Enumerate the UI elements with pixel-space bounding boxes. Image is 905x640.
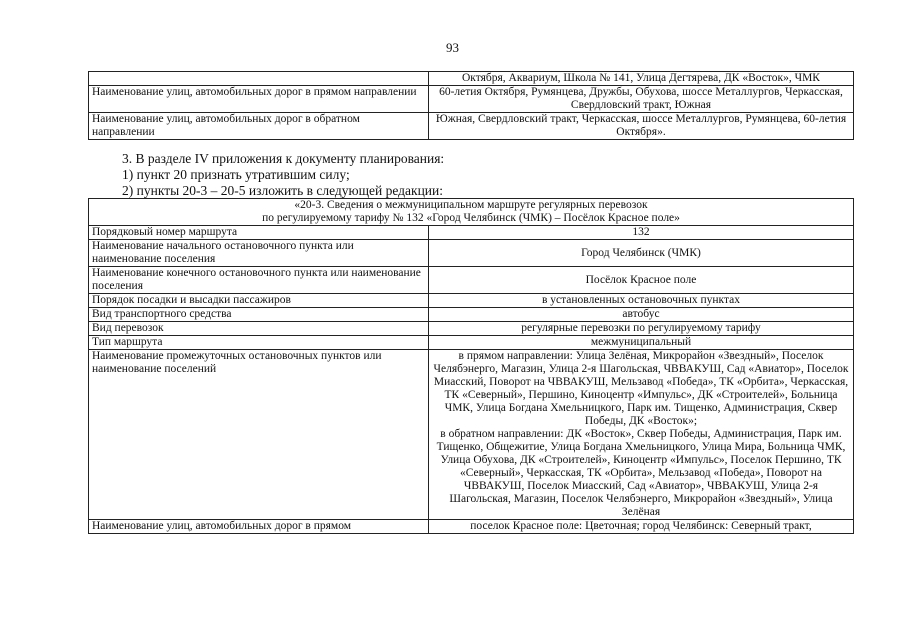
table-header-row xyxy=(89,199,854,226)
table-cell-value: Южная, Свердловский тракт, Черкасская, шоссе Металлургов, Румянцева, 60-летия Октября». xyxy=(429,113,854,140)
table-row xyxy=(89,350,854,520)
table-cell-label: Наименование улиц, автомобильных дорог в прямом направлении xyxy=(89,86,429,113)
table-title-line: «20-3. Сведения о межмуниципальном маршруте регулярных перевозок xyxy=(294,199,648,211)
table-row xyxy=(89,308,854,322)
route-info-table xyxy=(88,198,854,534)
table-title-line: по регулируемому тарифу № 132 «Город Челябинск (ЧМК) – Посёлок Красное поле» xyxy=(262,212,680,224)
table-cell-value: 132 xyxy=(429,226,854,240)
table-cell-value: поселок Красное поле: Цветочная; город Челябинск: Северный тракт, xyxy=(429,520,854,534)
table-row xyxy=(89,336,854,350)
paragraph: 1) пункт 20 признать утратившим силу; xyxy=(122,167,350,182)
paragraph: 2) пункты 20-3 – 20-5 изложить в следующей редакции: xyxy=(122,183,443,198)
table-row xyxy=(89,240,854,267)
table-row xyxy=(89,86,854,113)
table-cell-label: Вид перевозок xyxy=(89,322,429,336)
table-cell-value: межмуниципальный xyxy=(429,336,854,350)
table-cell-label: Наименование улиц, автомобильных дорог в прямом xyxy=(89,520,429,534)
table-cell-value: Посёлок Красное поле xyxy=(429,267,854,294)
table-cell-label: Наименование улиц, автомобильных дорог в обратном направлении xyxy=(89,113,429,140)
table-cell-label: Наименование промежуточных остановочных пунктов или наименование поселений xyxy=(89,350,429,520)
table-cell-value xyxy=(429,350,854,520)
table-cell-value: автобус xyxy=(429,308,854,322)
paragraph: 3. В разделе IV приложения к документу планирования: xyxy=(122,151,445,166)
table-cell-label: Вид транспортного средства xyxy=(89,308,429,322)
table-cell-label: Порядок посадки и высадки пассажиров xyxy=(89,294,429,308)
table-cell-value: регулярные перевозки по регулируемому тарифу xyxy=(429,322,854,336)
table-cell-label: Наименование конечного остановочного пункта или наименование поселения xyxy=(89,267,429,294)
table-cell-label: Порядковый номер маршрута xyxy=(89,226,429,240)
table-header xyxy=(89,199,854,226)
table-row xyxy=(89,226,854,240)
table-cell-value: в установленных остановочных пунктах xyxy=(429,294,854,308)
table-cell-empty xyxy=(89,72,429,86)
table-cell-value: Город Челябинск (ЧМК) xyxy=(429,240,854,267)
table-cell-value: 60-летия Октября, Румянцева, Дружбы, Обухова, шоссе Металлургов, Черкасская, Свердловский тракт, Южная xyxy=(429,86,854,113)
table-row xyxy=(89,113,854,140)
table-row xyxy=(89,322,854,336)
top-route-table xyxy=(88,71,854,140)
table-cell-value: Октября, Аквариум, Школа № 141, Улица Дегтярева, ДК «Восток», ЧМК xyxy=(429,72,854,86)
table-row xyxy=(89,294,854,308)
table-row xyxy=(89,520,854,534)
stops-forward: в прямом направлении: Улица Зелёная, Микрорайон «Звездный», Поселок Челябэнерго, Магазин, Улица 2-я Шагольская, ЧВВАКУШ, Сад «Авиатор», Поселок Миасский, Поворот на ЧВВАКУШ, Мельзавод «Победа», ТК «Орбита», Черкасская, ТК «Северный», Першино, Киноцентр «Импульс», ДК «Строителей», Больница ЧМК, Улица Богдана Хмельницкого, Парк им. Тищенко, Администрация, Сквер Победы, ДК «Восток»; xyxy=(433,350,849,427)
stops-backward: в обратном направлении: ДК «Восток», Сквер Победы, Администрация, Парк им. Тищенко, Общежитие, Улица Богдана Хмельницкого, Улица Мира, Больница ЧМК, Улица Обухова, ДК «Строителей», Киноцентр «Импульс», Поселок Першино, ТК «Северный», Черкасская, ТК «Орбита», Мельзавод «Победа», Поворот на ЧВВАКУШ, Поселок Миасский, Сад «Авиатор», ЧВВАКУШ, Улица 2-я Шагольская, Магазин, Поселок Челябэнерго, Микрорайон «Звездный», Улица Зелёная xyxy=(436,428,846,518)
table-row xyxy=(89,72,854,86)
table-row xyxy=(89,267,854,294)
table-cell-label: Наименование начального остановочного пункта или наименование поселения xyxy=(89,240,429,267)
table-cell-label: Тип маршрута xyxy=(89,336,429,350)
page-number: 93 xyxy=(446,40,459,55)
